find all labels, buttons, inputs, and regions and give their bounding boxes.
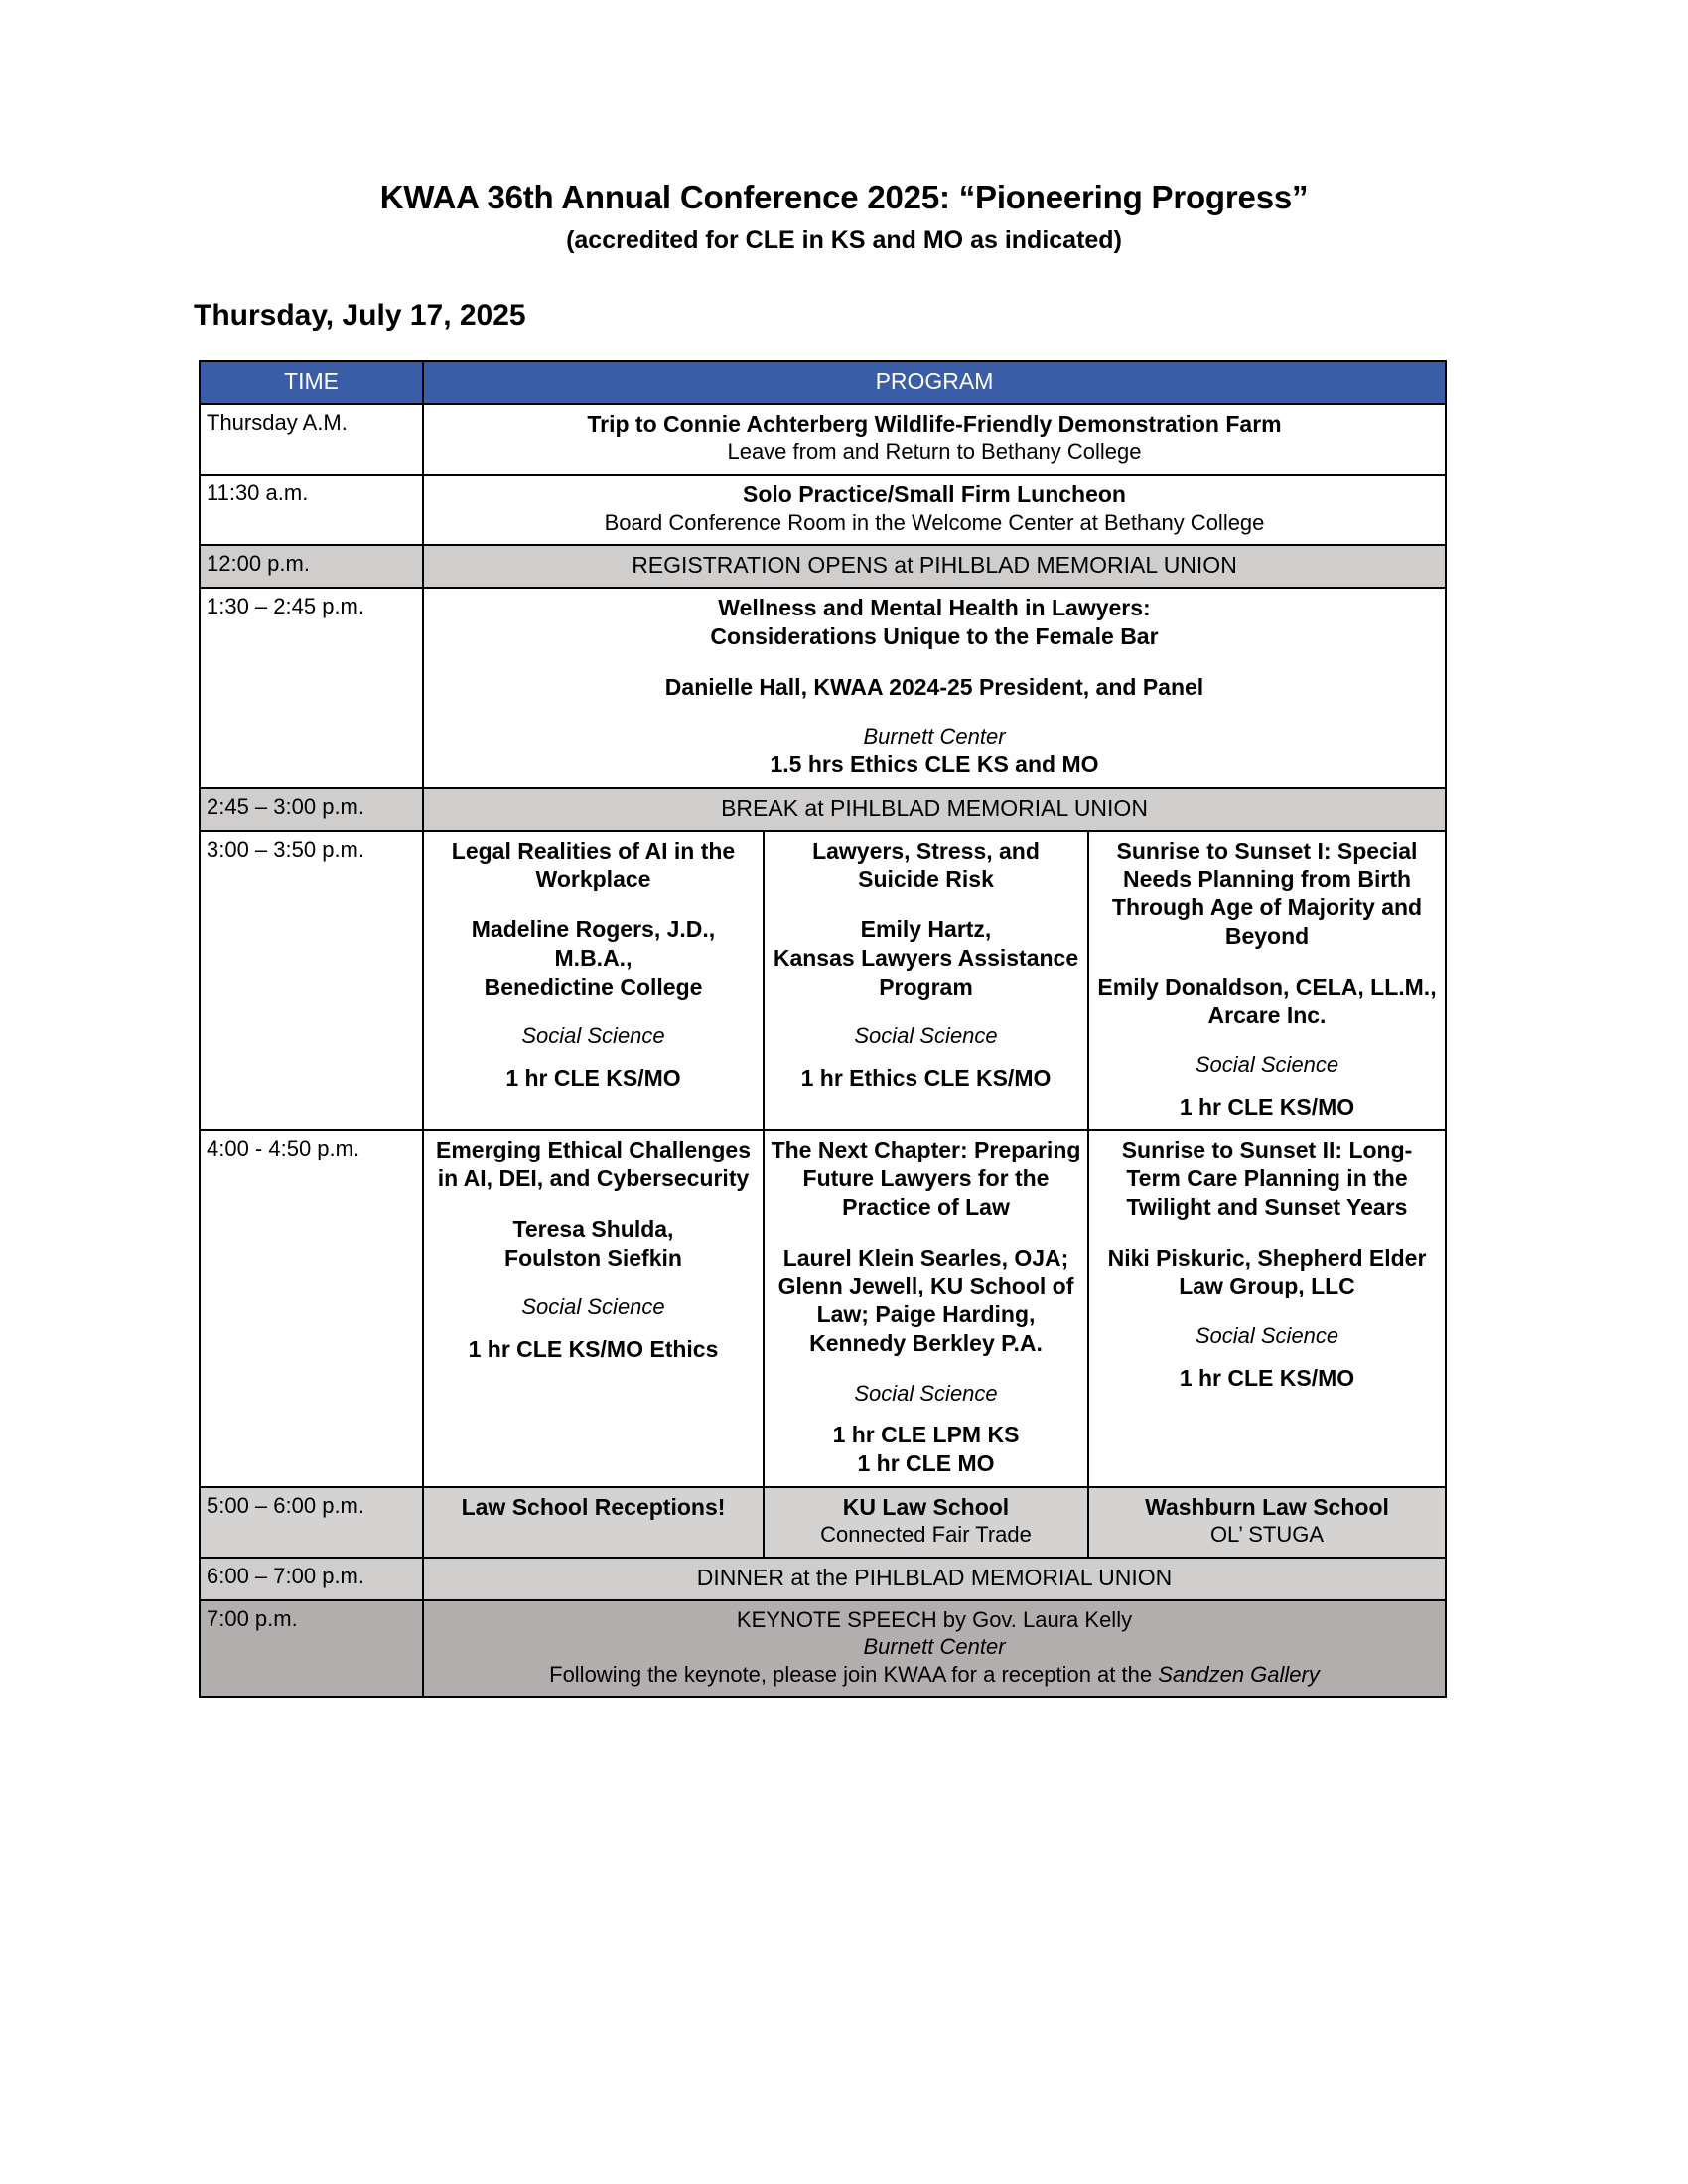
table-row — [200, 588, 1446, 788]
reception-cell — [1088, 1487, 1446, 1558]
row-program: BREAK at PIHLBLAD MEMORIAL UNION — [423, 788, 1446, 831]
session-credit: 1 hr Ethics CLE KS/MO — [800, 1064, 1052, 1091]
event-speaker: Danielle Hall, KWAA 2024-25 President, and Panel — [664, 673, 1204, 700]
session-speaker: Niki Piskuric, Shepherd Elder Law Group, LLC — [1107, 1244, 1427, 1299]
row-program — [423, 475, 1446, 545]
session-cell — [1088, 831, 1446, 1131]
row-program: DINNER at the PIHLBLAD MEMORIAL UNION — [423, 1558, 1446, 1600]
schedule-table-wrapper — [199, 360, 1445, 1699]
keynote-venue: Burnett Center — [863, 1634, 1006, 1660]
session-title: The Next Chapter: Preparing Future Lawyers for the Practice of Law — [771, 1137, 1081, 1220]
session-credit: 1 hr CLE LPM KS — [832, 1422, 1020, 1448]
page-title: KWAA 36th Annual Conference 2025: “Pioneering Progress” — [379, 179, 1309, 215]
session-credit-secondary: 1 hr CLE MO — [857, 1449, 995, 1476]
session-category: Social Science — [1195, 1052, 1339, 1078]
row-time: 12:00 p.m. — [200, 545, 423, 588]
table-row — [200, 1558, 1446, 1600]
session-credit: 1 hr CLE KS/MO — [1179, 1364, 1355, 1391]
row-time: 5:00 – 6:00 p.m. — [200, 1487, 423, 1558]
keynote-note — [430, 1661, 1439, 1689]
table-row — [200, 1130, 1446, 1486]
table-row — [200, 475, 1446, 545]
session-credit: 1 hr CLE KS/MO — [1179, 1093, 1355, 1120]
row-time: 4:00 - 4:50 p.m. — [200, 1130, 423, 1486]
schedule-table — [199, 360, 1447, 1699]
session-title: Emerging Ethical Challenges in AI, DEI, and Cybersecurity — [436, 1137, 751, 1192]
table-header-row — [200, 361, 1446, 404]
row-program — [423, 588, 1446, 788]
row-time: Thursday A.M. — [200, 404, 423, 475]
session-cell — [423, 831, 764, 1131]
session-cell — [764, 1130, 1088, 1486]
session-title: Sunrise to Sunset II: Long-Term Care Planning in the Twilight and Sunset Years — [1121, 1137, 1413, 1220]
reception-title: Washburn Law School — [1145, 1493, 1389, 1520]
session-cell — [1088, 1130, 1446, 1486]
keynote-title: KEYNOTE SPEECH by Gov. Laura Kelly — [736, 1606, 1133, 1632]
session-category: Social Science — [854, 1024, 998, 1049]
session-category: Social Science — [854, 1380, 998, 1406]
event-title: Trip to Connie Achterberg Wildlife-Friendly Demonstration Farm — [587, 410, 1282, 437]
event-venue: Burnett Center — [863, 724, 1006, 750]
row-time: 7:00 p.m. — [200, 1600, 423, 1698]
row-time: 1:30 – 2:45 p.m. — [200, 588, 423, 788]
session-title: Legal Realities of AI in the Workplace — [451, 837, 736, 892]
row-program — [423, 404, 1446, 475]
reception-title: KU Law School — [842, 1493, 1010, 1520]
session-credit: 1 hr CLE KS/MO — [505, 1064, 681, 1091]
session-speaker: Laurel Klein Searles, OJA; Glenn Jewell, KU School of Law; Paige Harding, Kennedy Berkley P.A. — [777, 1244, 1074, 1356]
reception-cell — [423, 1487, 764, 1558]
table-row — [200, 404, 1446, 475]
session-speaker: Emily Donaldson, CELA, LL.M., Arcare Inc. — [1097, 973, 1437, 1028]
day-heading: Thursday, July 17, 2025 — [194, 298, 526, 332]
table-row — [200, 545, 1446, 588]
table-row — [200, 1487, 1446, 1558]
session-cell — [423, 1130, 764, 1486]
row-time: 6:00 – 7:00 p.m. — [200, 1558, 423, 1600]
session-title: Lawyers, Stress, and Suicide Risk — [812, 837, 1040, 892]
session-category: Social Science — [1195, 1323, 1339, 1349]
keynote-note-gallery: Sandzen Gallery — [1158, 1661, 1320, 1687]
session-speaker: Emily Hartz, Kansas Lawyers Assistance Program — [773, 916, 1079, 1000]
row-time: 11:30 a.m. — [200, 475, 423, 545]
session-cell — [764, 831, 1088, 1131]
reception-detail: Connected Fair Trade — [820, 1522, 1032, 1548]
row-time: 2:45 – 3:00 p.m. — [200, 788, 423, 831]
keynote-note-text: Following the keynote, please join KWAA for a reception at the — [549, 1661, 1159, 1687]
column-header-program: PROGRAM — [423, 361, 1446, 404]
reception-cell — [764, 1487, 1088, 1558]
event-credit: 1.5 hrs Ethics CLE KS and MO — [770, 751, 1099, 777]
session-credit: 1 hr CLE KS/MO Ethics — [468, 1335, 719, 1362]
row-program: REGISTRATION OPENS at PIHLBLAD MEMORIAL UNION — [423, 545, 1446, 588]
row-program — [423, 1600, 1446, 1698]
session-speaker: Teresa Shulda, Foulston Siefkin — [504, 1215, 682, 1271]
event-title-line2: Considerations Unique to the Female Bar — [710, 622, 1159, 649]
event-title: Solo Practice/Small Firm Luncheon — [743, 480, 1126, 507]
reception-title: Law School Receptions! — [461, 1493, 726, 1520]
session-category: Social Science — [521, 1024, 665, 1049]
session-category: Social Science — [521, 1295, 665, 1320]
event-detail: Board Conference Room in the Welcome Center at Bethany College — [604, 509, 1265, 535]
row-time: 3:00 – 3:50 p.m. — [200, 831, 423, 1131]
session-title: Sunrise to Sunset I: Special Needs Planning from Birth Through Age of Majority and Beyond — [1111, 837, 1423, 949]
reception-detail: OL’ STUGA — [1209, 1522, 1325, 1548]
document-header — [0, 0, 1688, 255]
page-subtitle: (accredited for CLE in KS and MO as indicated) — [566, 225, 1122, 254]
column-header-time: TIME — [200, 361, 423, 404]
table-row — [200, 788, 1446, 831]
table-row — [200, 831, 1446, 1131]
table-row — [200, 1600, 1446, 1698]
event-detail: Leave from and Return to Bethany College — [727, 439, 1142, 465]
session-speaker: Madeline Rogers, J.D., M.B.A., Benedictine College — [471, 916, 716, 1000]
event-title-line1: Wellness and Mental Health in Lawyers: — [718, 595, 1151, 621]
